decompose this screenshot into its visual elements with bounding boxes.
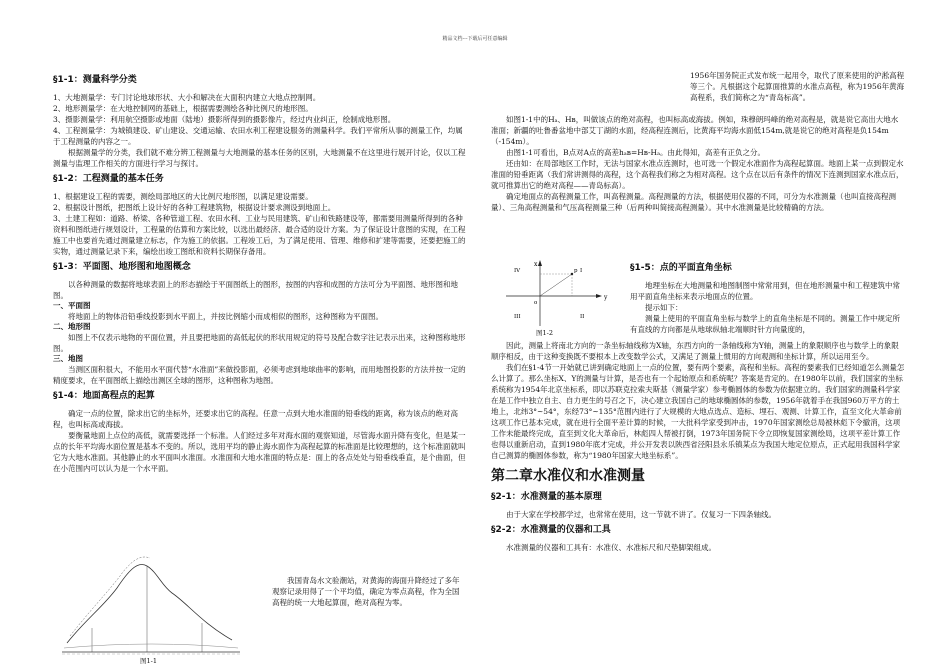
s1-item-1: 1、大地测量学：专门讨论地球形状、大小和解决在大面积内建立大地点控制网。 [53,93,321,102]
quadrant-1-label: I [580,268,583,274]
axis-y-label: y [604,294,608,301]
right-paragraph-1: 如图1-1中的Hₐ、Hʙ，叫做该点的绝对高程，也叫标高或海拔。例如，珠穆朗玛峰的绝对高程是，就是说它高出大地水准面；新疆的吐鲁番盆地中部艾丁湖的水面，经高程连测后，比黄海平均海水面低154m,就是说它的绝对高程是负154m（-154m）。 [491,115,899,146]
s22-text: 水准测量的仪器和工具有：水准仪、水准标尺和尺垫脚架组成。 [506,543,716,552]
right-paragraph-2: 由图1-1可看出，B点对A点的高差hₐʙ=Hʙ-Hₐ。由此得知，高差有正负之分。 [506,148,765,157]
section-1-3-title: §1-3：平面图、地形图和地图概念 [53,262,191,272]
axis-x-label: x [534,261,538,268]
left-figure-side-text [272,575,466,608]
figure-1-1-caption: 图1-1 [140,657,157,665]
figure-1-2 [500,258,618,340]
section-1-5-title: §1-5：点的平面直角坐标 [630,263,732,273]
s2-item-2: 2、根据设计图纸，把图纸上设计好的各种工程建筑物，根据设计要求测设到地面上。 [53,203,336,212]
section-1-4-title: §1-4：地面高程点的起算 [53,391,155,401]
s3-intro: 以各种测量的数据将地球表面上的形态描绘于平面图纸上的图形，按图的内容和成图的方法可分为平面图、地形图和地图。 [53,280,458,300]
section-1-1-title: §1-1：测量科学分类 [53,75,137,85]
s1-item-3: 3、摄影测量学：利用航空摄影或地面（陆地）摄影所得到的摄影像片，经过内业纠正，绘制成地形图。 [53,115,396,124]
quadrant-4-label: IV [514,268,521,274]
section-2-2-title: §2-2：水准测量的仪器和工具 [491,525,611,535]
origin-label: o [534,300,538,306]
quadrant-2-label: II [580,314,585,320]
s3-map-text: 当测区面积很大，不能用水平面代替“水准面”来做投影面，必须考虑到地球曲率的影响，而用地图投影的方法并按一定的精度要求，在平面图纸上描绘出测区全球的图形，这种图称为地图。 [53,365,466,385]
s4-paragraph-3: 我国青岛水文验潮站，对黄海的海面升降经过了多年观察记录用得了一个平均值，确定为零点高程，作为全国高程的统一大地起算面，绝对高程为零。 [272,576,460,607]
section-1-2-title: §1-2：工程测量的基本任务 [53,174,164,184]
s3-topo-title: 二、地形图 [53,322,91,331]
s2-item-3: 3、土建工程如：道路、桥梁、各种管道工程、农田水利、工业与民用建筑、矿山和铁路建设等，都需要用测量所得到的各种资料和图纸进行规划设计，工程量的估算和方案比较，以选出最经济、最合适的设计方案。为了保证设计意图的实现，在工程施工中也要首先通过测量建立标志，作为施工的依据。工程竣工后，为了满足使用、管理、维修和扩建等需要，还要把施工的实物，通过测量记录下来，编绘出竣工图纸和资料长期保存备用。 [53,214,466,256]
point-p-label: p [574,268,578,274]
coordinate-axes-figure [500,258,618,328]
s1-item-2: 2、地形测量学：在大地控制网的基础上，根据需要测绘各种比例尺的地形图。 [53,104,313,113]
s21-text: 由于大家在学校都学过，也常常在使用，这一节就不讲了。仅复习一下四条轴线。 [506,510,776,519]
right-column-upper [491,114,905,213]
s5-paragraph-2a: 测量上使用的平面直角坐标与数学上的直角坐标是不同的。测量工作中规定所有直线的方向都是从地球纵轴北端顺时针方向量度的， [630,314,900,334]
terrain-figure [62,548,240,656]
section-2-1-title: §2-1：水准测量的基本原理 [491,492,602,502]
s1-item-4: 4、工程测量学：为城镇建设、矿山建设、交通运输、农田水利工程建设服务的测量科学。我们平常所从事的测量工作，均属于工程测量的内容之一。 [53,126,463,146]
figure-1-1 [62,548,240,666]
chapter-2-title: 第二章水准仪和水准测量 [491,468,645,484]
s3-map-title: 三、地图 [53,354,83,363]
s5-paragraph-1: 地理坐标在大地测量和地图制图中常常用到，但在地形测量中和工程建筑中常用平面直角坐标来表示地面点的位置。 [630,281,900,301]
s4-paragraph-1: 确定一点的位置，除求出它的坐标外，还要求出它的高程。任意一点到大地水准面的铅垂线的距离，称为该点的绝对高程，也叫标高或海拔。 [53,409,458,429]
s3-plan-title: 一、平面图 [53,301,91,310]
right-paragraph-3: 还由如：在局部地区工作时，无法与国家水准点连测时，也可选一个假定水准面作为高程起算面。地面上某一点到假定水准面的铅垂距离（我们常讲测得的高程，这个高程我们称之为相对高程。这个点在以后有条件的情况下连测到国家水准点后，就可推算出它的绝对高程——青岛标高）。 [491,159,904,190]
s5-note: 提示如下： [645,303,683,312]
s5-paragraph-3: 我们在§1-4节一开始就已讲到确定地面上一点的位置，要有两个要素，高程和坐标。高程的要素我们已经知道怎么测量怎么计算了。那么坐标X、Y的测量与计算，是否也有一个起始原点和系统呢？答案是肯定的。在1980年以前，我们国家的坐标系统称为1954年北京坐标系，即以苏联克拉索夫斯基（测量学家）参考椭圆体的参数为依据建立的。我们国家的测量科学家在是工作中独立自主、自力更生的号召之下，决心建立我国自己的地球椭圆体的参数，1956年就着手在我国960万平方的土地上，北纬3°~54°，东经73°~135°范围内进行了大规模的大地点选点、造标、埋石、观测、计算工作，直至文化大革命前这项工作已基本完成，就在进行全面平差计算的时候，一大批科学家受到冲击，1970年国家测绘总局被林彪下令撤消，这项工作未能最终完成，直至到文化大革命后，林彪四人帮被打倒，1973年国务院下令立即恢复国家测绘局，这项平差计算工作也得以重新启动，直到1980年底才完成，并公开发表以陕西省泾阳县永乐镇某点为我国大地定位原点，正式起用我国科学家自己测算的椭圆体参数，称为“1980年国家大地坐标系”。 [491,363,905,460]
s5-paragraph-2b: 因此，测量上将南北方向的一条坐标轴线称为X轴，东西方向的一条轴线称为Y轴，测量上的象限顺序也与数学上的象限顺序相反，由于这种变换既不要根本上改变数学公式，又满足了测量上惯用的方向观测和坐标计算，所以运用至今。 [491,341,899,361]
left-column [53,70,466,474]
right-column-lower [491,340,905,553]
quadrant-3-label: III [514,314,521,320]
s3-topo-text: 如图上不仅表示地物的平面位置，并且要把地面的高低起伏的形状用规定的符号及配合数字注记表示出来，这种图称地形图。 [53,333,466,353]
s3-plan-text: 将地面上的物体沿铅垂线投影到水平面上，并按比例缩小而成相似的图形，这种图称为平面图。 [68,312,383,321]
s4-paragraph-2: 要衡量地面上点位的高低，就需要选择一个标准。人们经过多年对海水面的观察知道，尽管海水面升降有变化，但是某一点的长年平均海水面位置是基本不变的。所以，选用平均的静止海水面作为高程起算的标准面是比较理想的，这个标准面就叫它为大地水准面。其他静止的水平面叫水准面。水准面和大地水准面的特点是：面上的各点处处与铅垂线垂直，是个曲面，但在小范围内可以认为是一个水平面。 [53,431,466,473]
right-column-section-1-5 [630,262,905,335]
s1-paragraph: 根据测量学的分类，我们就不难分辨工程测量与大地测量的基本任务的区别，大地测量不在这里进行展开讨论，仅以工程测量与监理工作相关的方面进行学习与探讨。 [53,148,466,168]
figure-1-2-caption: 图1-2 [536,329,553,337]
right-top-block [690,70,905,103]
right-continuation: 1956年国务院正式发布统一起用令，取代了原来使用的沪淞高程等三个。凡根据这个起算面推算的水准点高程，称为1956年黄海高程系，我们简称之为“青岛标高”。 [690,71,905,102]
page-header: 精品文档---下载后可任意编辑 [442,36,508,42]
right-paragraph-4: 确定地面点的高程测量工作，叫高程测量。高程测量的方法，根据使用仪器的不同，可分为水准测量（也叫直接高程测量）、三角高程测量和气压高程测量三种（后两种叫简接高程测量）。其中水准测量是比较精确的方法。 [491,192,896,212]
s2-item-1: 1、根据建设工程的需要，测绘局部地区的大比例尺地形图，以满足建设需要。 [53,192,313,201]
